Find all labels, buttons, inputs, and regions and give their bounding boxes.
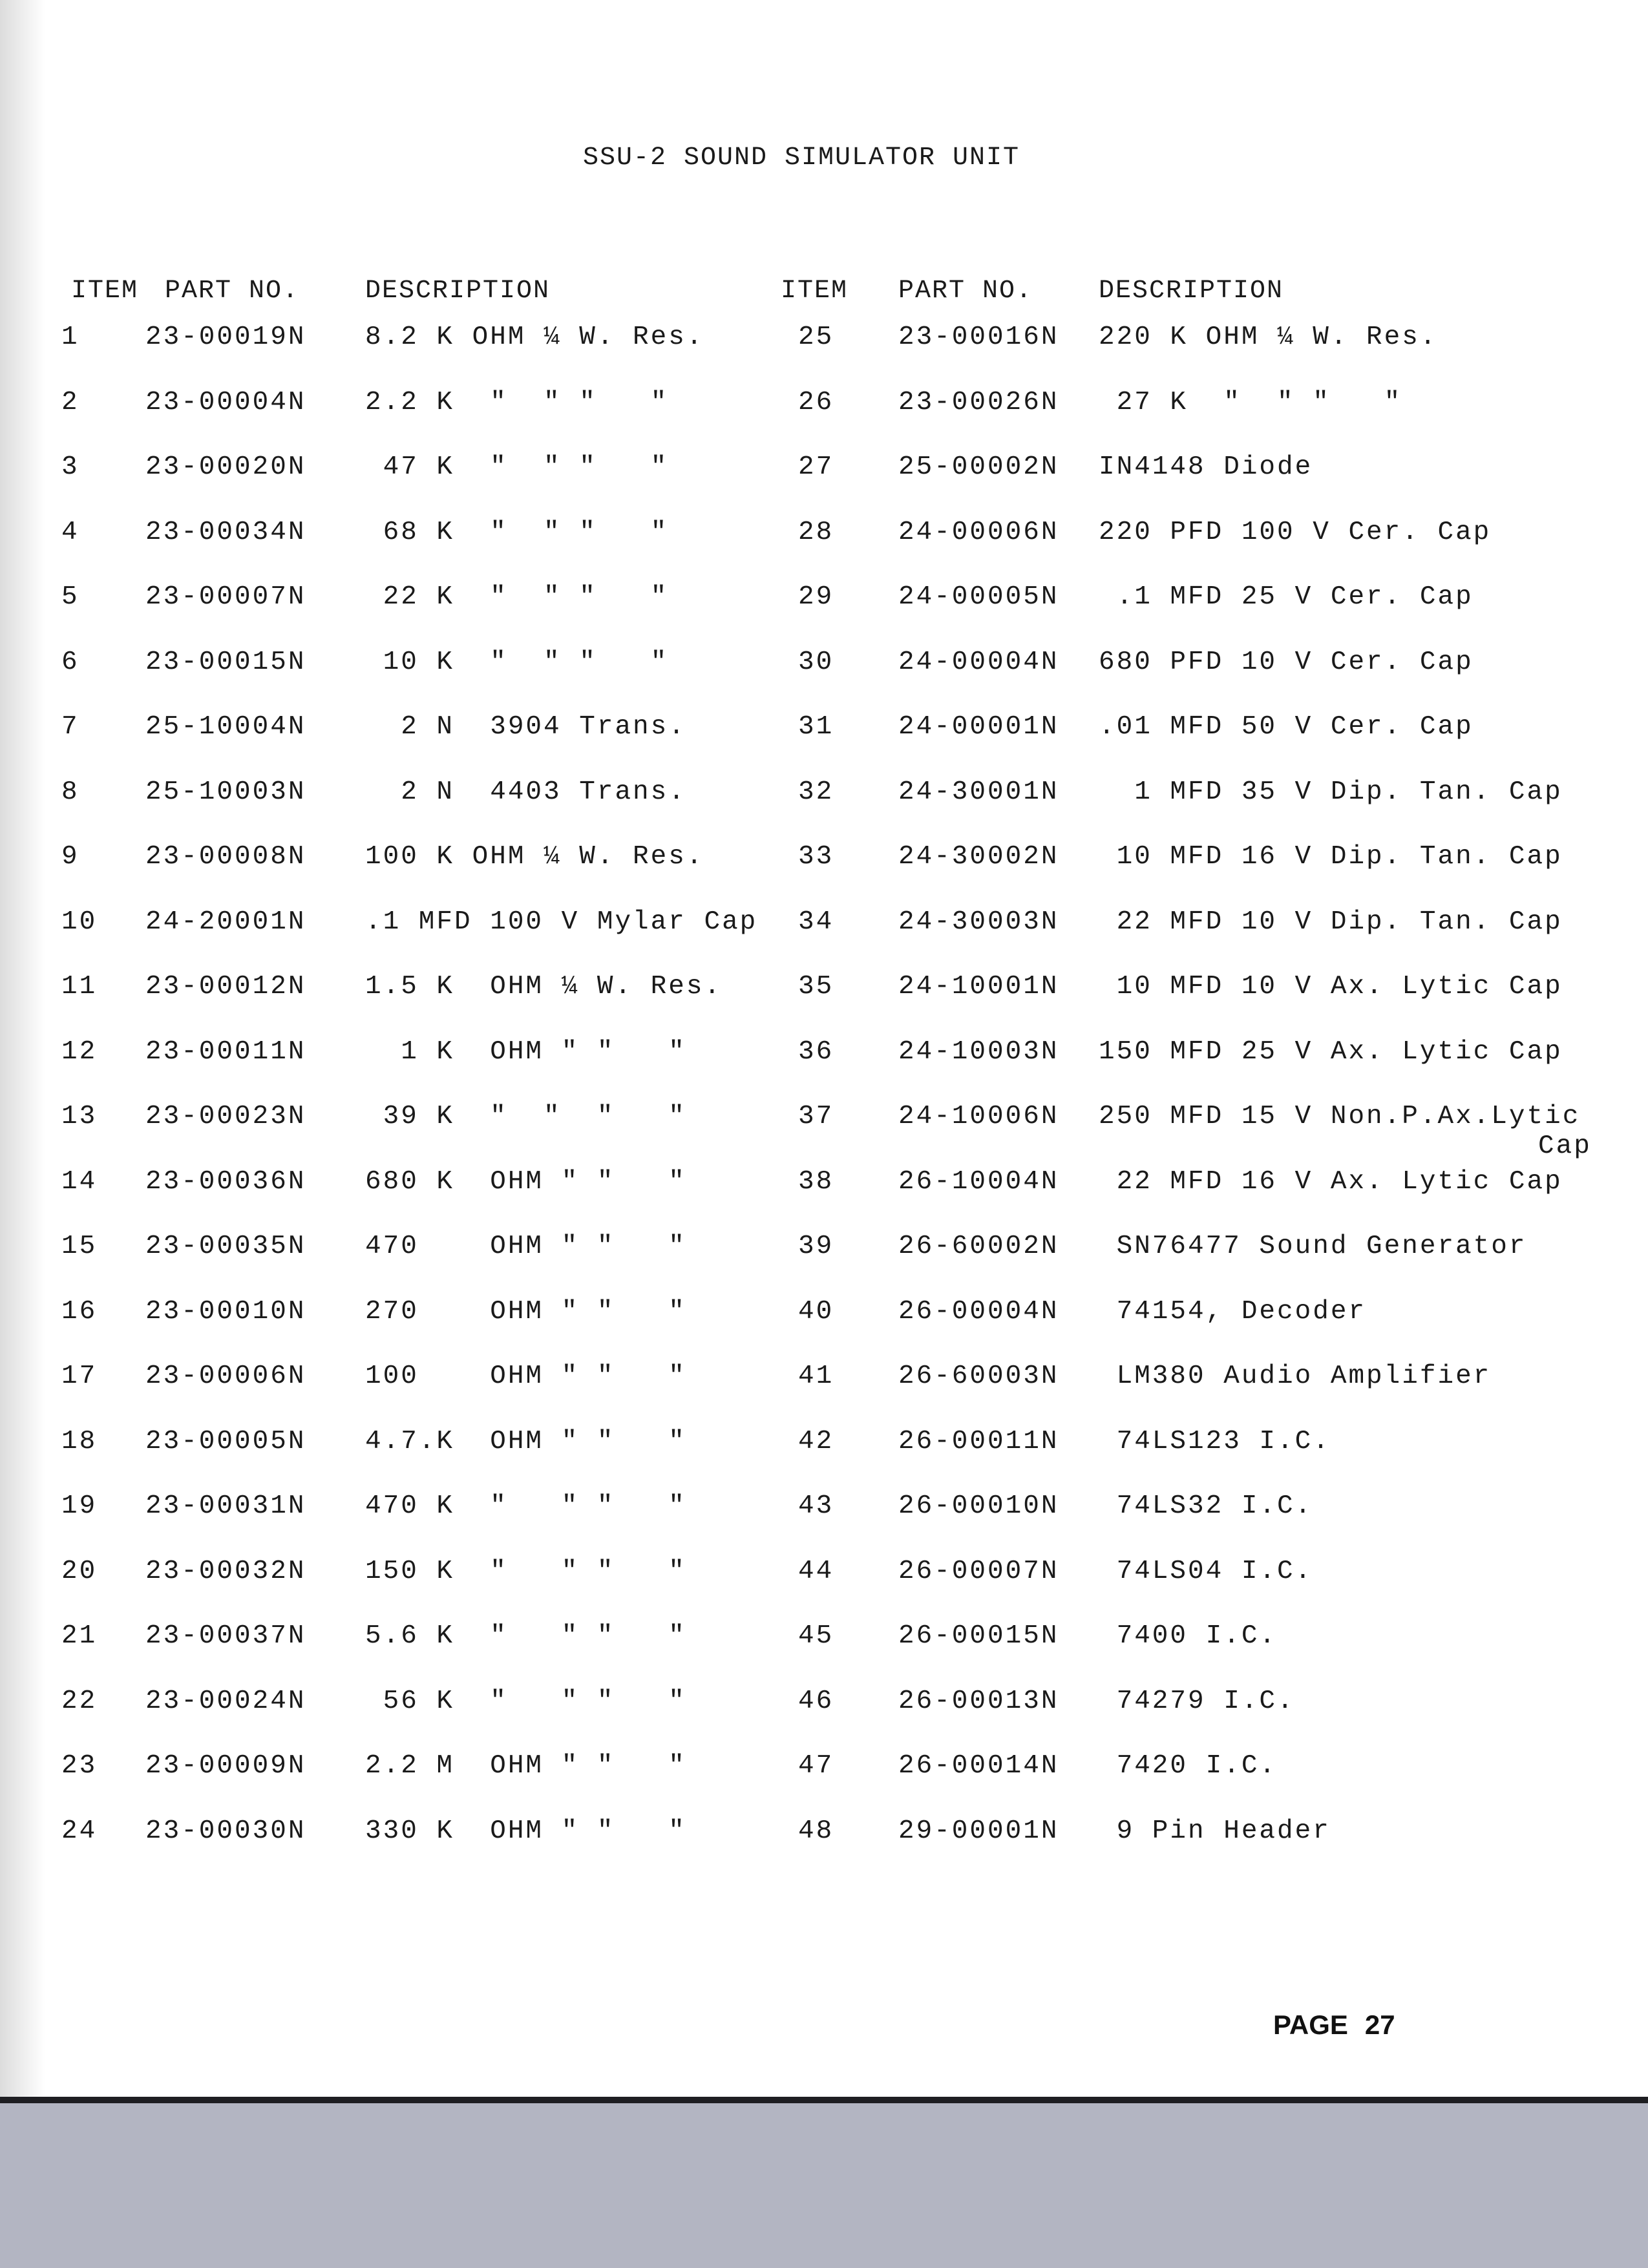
left-item-number: 2 <box>61 388 79 417</box>
right-part-number: 24-00006N <box>898 518 1059 547</box>
left-part-number: 24-20001N <box>145 907 306 937</box>
left-part-number: 23-00024N <box>145 1686 306 1716</box>
right-part-number: 26-60003N <box>898 1361 1059 1391</box>
left-item-number: 21 <box>61 1621 98 1651</box>
table-row <box>0 1812 1648 1851</box>
table-row <box>0 383 1648 422</box>
table-row <box>0 1422 1648 1461</box>
left-description: 56 K " " " " <box>365 1686 686 1716</box>
table-row <box>0 1617 1648 1655</box>
right-description: 74LS32 I.C. <box>1099 1491 1313 1521</box>
left-part-number: 23-00008N <box>145 842 306 872</box>
table-row <box>0 1097 1648 1161</box>
right-part-number: 26-00007N <box>898 1557 1059 1586</box>
right-part-number: 23-00026N <box>898 388 1059 417</box>
right-description: 74279 I.C. <box>1099 1686 1295 1716</box>
right-part-number: 24-10006N <box>898 1102 1059 1131</box>
left-item-number: 16 <box>61 1297 98 1327</box>
right-description: 74LS123 I.C. <box>1099 1427 1331 1456</box>
right-description: 22 MFD 16 V Ax. Lytic Cap <box>1099 1167 1563 1197</box>
right-item-number: 37 <box>798 1102 834 1131</box>
table-row <box>0 837 1648 876</box>
right-item-number: 39 <box>798 1232 834 1261</box>
right-part-number: 24-00004N <box>898 647 1059 677</box>
left-item-number: 4 <box>61 518 79 547</box>
left-description: 680 K OHM " " " <box>365 1167 686 1197</box>
right-part-number: 23-00016N <box>898 322 1059 352</box>
right-item-number: 40 <box>798 1297 834 1327</box>
left-item-number: 10 <box>61 907 98 937</box>
right-part-number: 26-00015N <box>898 1621 1059 1651</box>
left-description: 68 K " " " " <box>365 518 669 547</box>
left-description: 2 N 3904 Trans. <box>365 712 686 742</box>
right-description: 7420 I.C. <box>1099 1751 1278 1781</box>
left-description: 270 OHM " " " <box>365 1297 686 1327</box>
right-description: 220 PFD 100 V Cer. Cap <box>1099 518 1492 547</box>
right-item-number: 47 <box>798 1751 834 1781</box>
table-row <box>0 1227 1648 1266</box>
left-part-number: 23-00035N <box>145 1232 306 1261</box>
left-description: 22 K " " " " <box>365 582 669 612</box>
right-description: .1 MFD 25 V Cer. Cap <box>1099 582 1474 612</box>
right-item-number: 45 <box>798 1621 834 1651</box>
left-description: 4.7.K OHM " " " <box>365 1427 686 1456</box>
left-description: 150 K " " " " <box>365 1557 686 1586</box>
page-number: 27 <box>1364 2010 1395 2040</box>
left-item-number: 20 <box>61 1557 98 1586</box>
left-part-number: 23-00023N <box>145 1102 306 1131</box>
right-part-number: 25-00002N <box>898 452 1059 482</box>
left-description: 1.5 K OHM ¼ W. Res. <box>365 972 723 1002</box>
right-item-number: 30 <box>798 647 834 677</box>
table-row <box>0 1682 1648 1721</box>
left-part-number: 23-00006N <box>145 1361 306 1391</box>
left-item-number: 1 <box>61 322 79 352</box>
left-description: 100 K OHM ¼ W. Res. <box>365 842 704 872</box>
right-description: 220 K OHM ¼ W. Res. <box>1099 322 1438 352</box>
left-item-number: 8 <box>61 777 79 807</box>
right-description: LM380 Audio Amplifier <box>1099 1361 1492 1391</box>
left-description: 39 K " " " " <box>365 1102 686 1131</box>
left-part-number: 23-00020N <box>145 452 306 482</box>
left-item-number: 7 <box>61 712 79 742</box>
right-part-number: 26-10004N <box>898 1167 1059 1197</box>
left-item-number: 23 <box>61 1751 98 1781</box>
right-description: 10 MFD 16 V Dip. Tan. Cap <box>1099 842 1563 872</box>
table-row <box>0 578 1648 616</box>
table-row <box>0 1747 1648 1785</box>
right-item-number: 48 <box>798 1816 834 1846</box>
table-row <box>0 773 1648 812</box>
right-item-number: 32 <box>798 777 834 807</box>
right-description: 680 PFD 10 V Cer. Cap <box>1099 647 1474 677</box>
left-item-number: 3 <box>61 452 79 482</box>
right-part-number: 26-00013N <box>898 1686 1059 1716</box>
right-description: 27 K " " " " <box>1099 388 1402 417</box>
left-item-number: 19 <box>61 1491 98 1521</box>
left-part-number: 23-00004N <box>145 388 306 417</box>
right-description-continuation: Cap <box>1538 1131 1592 1161</box>
right-item-number: 33 <box>798 842 834 872</box>
table-row <box>0 318 1648 357</box>
left-description: 47 K " " " " <box>365 452 669 482</box>
page-footer <box>1273 2010 1412 2041</box>
left-description: 8.2 K OHM ¼ W. Res. <box>365 322 704 352</box>
left-description: 2.2 K " " " " <box>365 388 669 417</box>
left-item-number: 22 <box>61 1686 98 1716</box>
right-part-number: 26-00011N <box>898 1427 1059 1456</box>
left-item-number: 12 <box>61 1037 98 1067</box>
left-part-number: 23-00031N <box>145 1491 306 1521</box>
left-item-number: 14 <box>61 1167 98 1197</box>
right-description: 74154, Decoder <box>1099 1297 1367 1327</box>
left-part-number: 23-00009N <box>145 1751 306 1781</box>
right-item-number: 38 <box>798 1167 834 1197</box>
left-item-number: 17 <box>61 1361 98 1391</box>
left-item-number: 18 <box>61 1427 98 1456</box>
right-part-number: 24-30002N <box>898 842 1059 872</box>
left-item-number: 13 <box>61 1102 98 1131</box>
left-description: 330 K OHM " " " <box>365 1816 686 1846</box>
left-description: 1 K OHM " " " <box>365 1037 686 1067</box>
right-part-number: 24-10001N <box>898 972 1059 1002</box>
left-part-number: 23-00037N <box>145 1621 306 1651</box>
left-item-number: 5 <box>61 582 79 612</box>
left-header-part-no: PART NO. <box>165 277 300 306</box>
right-header-item: ITEM <box>781 277 849 306</box>
left-part-number: 23-00030N <box>145 1816 306 1846</box>
table-row <box>0 1033 1648 1071</box>
left-part-number: 23-00010N <box>145 1297 306 1327</box>
right-item-number: 42 <box>798 1427 834 1456</box>
right-description: 1 MFD 35 V Dip. Tan. Cap <box>1099 777 1563 807</box>
left-part-number: 25-10004N <box>145 712 306 742</box>
right-item-number: 31 <box>798 712 834 742</box>
right-description: SN76477 Sound Generator <box>1099 1232 1527 1261</box>
right-item-number: 44 <box>798 1557 834 1586</box>
document-title: SSU-2 SOUND SIMULATOR UNIT <box>582 143 1020 173</box>
right-description: 22 MFD 10 V Dip. Tan. Cap <box>1099 907 1563 937</box>
right-item-number: 46 <box>798 1686 834 1716</box>
right-part-number: 24-30003N <box>898 907 1059 937</box>
right-part-number: 24-00001N <box>898 712 1059 742</box>
left-part-number: 23-00007N <box>145 582 306 612</box>
left-part-number: 23-00032N <box>145 1557 306 1586</box>
table-row <box>0 643 1648 682</box>
table-row <box>0 708 1648 746</box>
right-description: .01 MFD 50 V Cer. Cap <box>1099 712 1474 742</box>
right-description: 7400 I.C. <box>1099 1621 1278 1651</box>
left-item-number: 9 <box>61 842 79 872</box>
left-description: 470 OHM " " " <box>365 1232 686 1261</box>
table-row <box>0 448 1648 487</box>
right-part-number: 29-00001N <box>898 1816 1059 1846</box>
right-item-number: 35 <box>798 972 834 1002</box>
right-item-number: 36 <box>798 1037 834 1067</box>
left-header-description: DESCRIPTION <box>365 277 551 306</box>
left-description: 2.2 M OHM " " " <box>365 1751 686 1781</box>
left-description: 100 OHM " " " <box>365 1361 686 1391</box>
table-row <box>0 1162 1648 1201</box>
left-item-number: 6 <box>61 647 79 677</box>
right-description: 9 Pin Header <box>1099 1816 1331 1846</box>
left-part-number: 23-00015N <box>145 647 306 677</box>
right-item-number: 26 <box>798 388 834 417</box>
right-item-number: 29 <box>798 582 834 612</box>
right-header-description: DESCRIPTION <box>1099 277 1284 306</box>
left-description: 2 N 4403 Trans. <box>365 777 686 807</box>
left-description: 470 K " " " " <box>365 1491 686 1521</box>
right-part-number: 24-00005N <box>898 582 1059 612</box>
right-part-number: 26-00010N <box>898 1491 1059 1521</box>
left-description: .1 MFD 100 V Mylar Cap <box>365 907 758 937</box>
table-row <box>0 1487 1648 1526</box>
right-item-number: 27 <box>798 452 834 482</box>
right-description: 10 MFD 10 V Ax. Lytic Cap <box>1099 972 1563 1002</box>
left-part-number: 23-00011N <box>145 1037 306 1067</box>
right-description: 250 MFD 15 V Non.P.Ax.Lytic <box>1099 1102 1581 1131</box>
table-row <box>0 1357 1648 1396</box>
right-item-number: 28 <box>798 518 834 547</box>
left-description: 5.6 K " " " " <box>365 1621 686 1651</box>
left-part-number: 25-10003N <box>145 777 306 807</box>
right-description: 150 MFD 25 V Ax. Lytic Cap <box>1099 1037 1563 1067</box>
left-description: 10 K " " " " <box>365 647 669 677</box>
left-item-number: 15 <box>61 1232 98 1261</box>
left-part-number: 23-00012N <box>145 972 306 1002</box>
right-item-number: 43 <box>798 1491 834 1521</box>
right-part-number: 26-60002N <box>898 1232 1059 1261</box>
left-part-number: 23-00005N <box>145 1427 306 1456</box>
table-row <box>0 513 1648 552</box>
left-header-item: ITEM <box>71 277 139 306</box>
table-row <box>0 1292 1648 1331</box>
right-part-number: 24-30001N <box>898 777 1059 807</box>
right-item-number: 41 <box>798 1361 834 1391</box>
right-part-number: 24-10003N <box>898 1037 1059 1067</box>
table-row <box>0 903 1648 941</box>
table-row <box>0 967 1648 1006</box>
right-part-number: 26-00014N <box>898 1751 1059 1781</box>
left-item-number: 11 <box>61 972 98 1002</box>
right-part-number: 26-00004N <box>898 1297 1059 1327</box>
right-header-part-no: PART NO. <box>898 277 1033 306</box>
left-part-number: 23-00036N <box>145 1167 306 1197</box>
right-item-number: 34 <box>798 907 834 937</box>
right-description: 74LS04 I.C. <box>1099 1557 1313 1586</box>
page-label: PAGE <box>1273 2010 1348 2040</box>
left-item-number: 24 <box>61 1816 98 1846</box>
table-row <box>0 1552 1648 1591</box>
right-description: IN4148 Diode <box>1099 452 1313 482</box>
left-part-number: 23-00034N <box>145 518 306 547</box>
left-part-number: 23-00019N <box>145 322 306 352</box>
right-item-number: 25 <box>798 322 834 352</box>
